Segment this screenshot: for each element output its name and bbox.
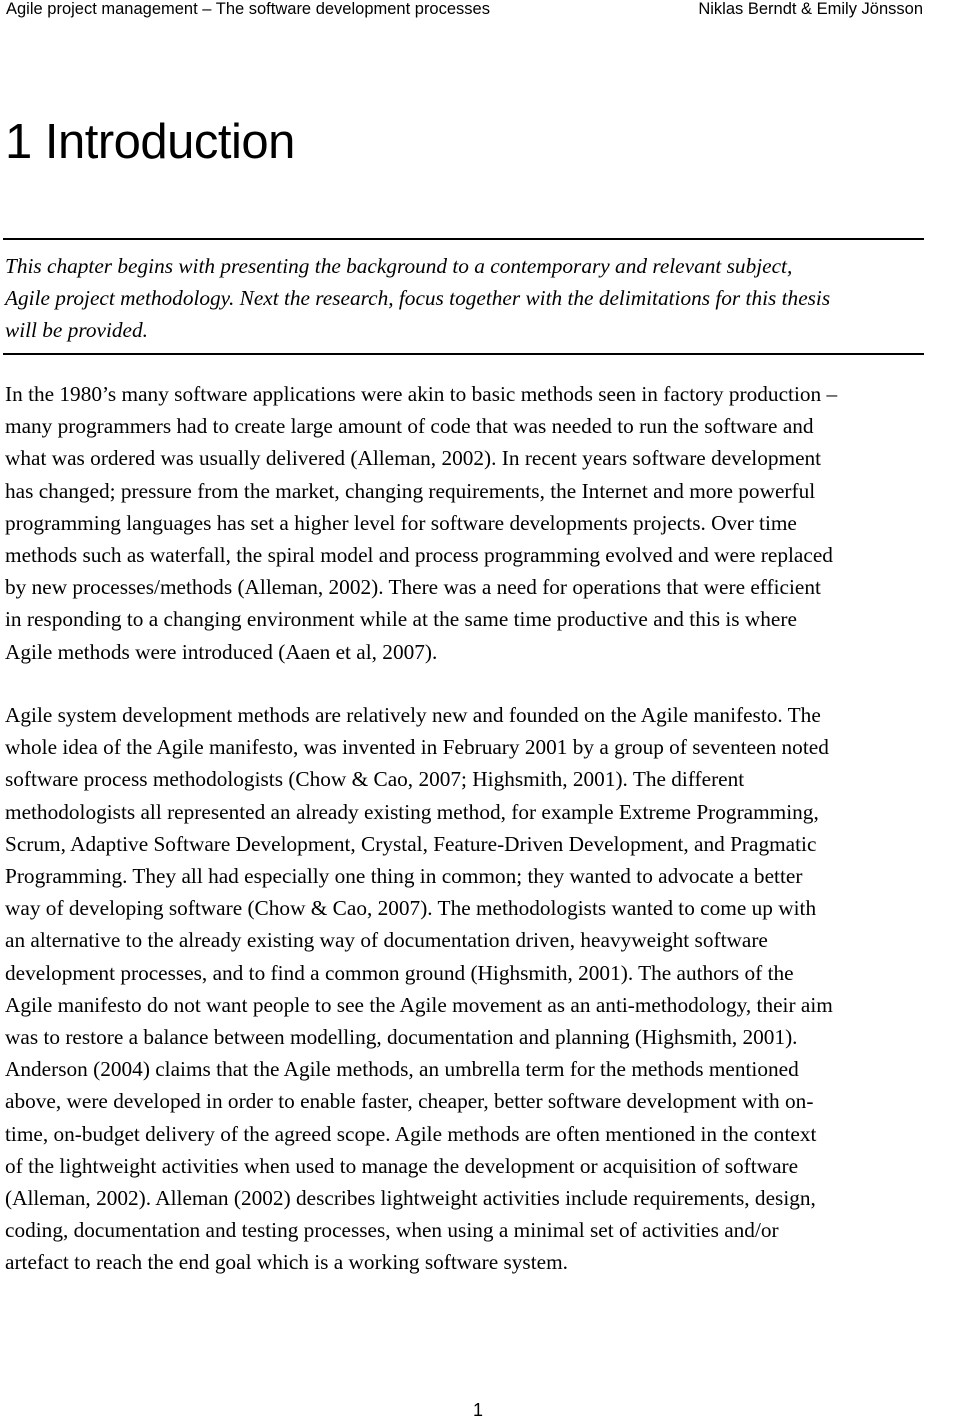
paragraph-line: methodologists all represented an already existing method, for example Extreme Programming, [5, 799, 819, 824]
abstract-line: will be provided. [5, 318, 148, 343]
paragraph-line: artefact to reach the end goal which is a working software system. [5, 1250, 568, 1275]
paragraph-line: in responding to a changing environment while at the same time productive and this is where [5, 607, 797, 632]
paragraph-line: coding, documentation and testing processes, when using a minimal set of activities and/or [5, 1218, 779, 1243]
paragraph-line: above, were developed in order to enable faster, cheaper, better software development with on- [5, 1089, 814, 1114]
paragraph-line: programming languages has set a higher level for software developments projects. Over time [5, 510, 797, 535]
paragraph-line: way of developing software (Chow & Cao, 2007). The methodologists wanted to come up with [5, 896, 817, 921]
paragraph-line: development processes, and to find a common ground (Highsmith, 2001). The authors of the [5, 960, 794, 985]
paragraph-line: by new processes/methods (Alleman, 2002). There was a need for operations that were efficient [5, 575, 821, 600]
page-number: 1 [473, 1400, 484, 1420]
paragraph-line: an alternative to the already existing way of documentation driven, heavyweight software [5, 928, 768, 953]
abstract-line: Agile project methodology. Next the research, focus together with the delimitations for this thesis [5, 286, 831, 311]
abstract-top-rule [3, 238, 924, 240]
body-paragraph-2 [5, 699, 953, 1279]
abstract-line: This chapter begins with presenting the background to a contemporary and relevant subject, [5, 254, 793, 278]
paragraph-line: software process methodologists (Chow & Cao, 2007; Highsmith, 2001). The different [5, 767, 745, 792]
abstract-bottom-rule [3, 353, 924, 355]
paragraph-line: Agile manifesto do not want people to see the Agile movement as an anti-methodology, their aim [5, 992, 833, 1017]
paragraph-line: has changed; pressure from the market, changing requirements, the Internet and more powerful [5, 478, 816, 503]
paragraph-line: time, on-budget delivery of the agreed scope. Agile methods are often mentioned in the context [5, 1121, 817, 1146]
paragraph-line: Agile system development methods are relatively new and founded on the Agile manifesto. The [5, 703, 821, 727]
paragraph-line: many programmers had to create large amount of code that was needed to run the software and [5, 414, 814, 439]
header-authors: Niklas Berndt & Emily Jönsson [698, 0, 923, 18]
paragraph-line: Programming. They all had especially one thing in common; they wanted to advocate a better [5, 864, 803, 889]
paragraph-line: Agile methods were introduced (Aaen et al, 2007). [5, 639, 438, 664]
paragraph-line: In the 1980’s many software applications were akin to basic methods seen in factory production – [5, 382, 838, 406]
body-paragraph-1 [5, 378, 953, 668]
paragraph-line: Anderson (2004) claims that the Agile methods, an umbrella term for the methods mentioned [5, 1057, 799, 1082]
header-document-title: Agile project management – The software development processes [6, 0, 490, 18]
paragraph-line: what was ordered was usually delivered (Alleman, 2002). In recent years software development [5, 446, 822, 471]
chapter-abstract [5, 250, 953, 347]
running-header [0, 0, 960, 22]
chapter-title: 1 Introduction [5, 115, 295, 169]
paragraph-line: Scrum, Adaptive Software Development, Crystal, Feature-Driven Development, and Pragmatic [5, 831, 817, 856]
paragraph-line: (Alleman, 2002). Alleman (2002) describes lightweight activities include requirements, design, [5, 1186, 816, 1211]
paragraph-line: was to restore a balance between modelling, documentation and planning (Highsmith, 2001). [5, 1025, 798, 1050]
paragraph-line: methods such as waterfall, the spiral model and process programming evolved and were replaced [5, 543, 833, 568]
paragraph-line: whole idea of the Agile manifesto, was invented in February 2001 by a group of seventeen noted [5, 735, 829, 760]
paragraph-line: of the lightweight activities when used to manage the development or acquisition of software [5, 1153, 799, 1178]
